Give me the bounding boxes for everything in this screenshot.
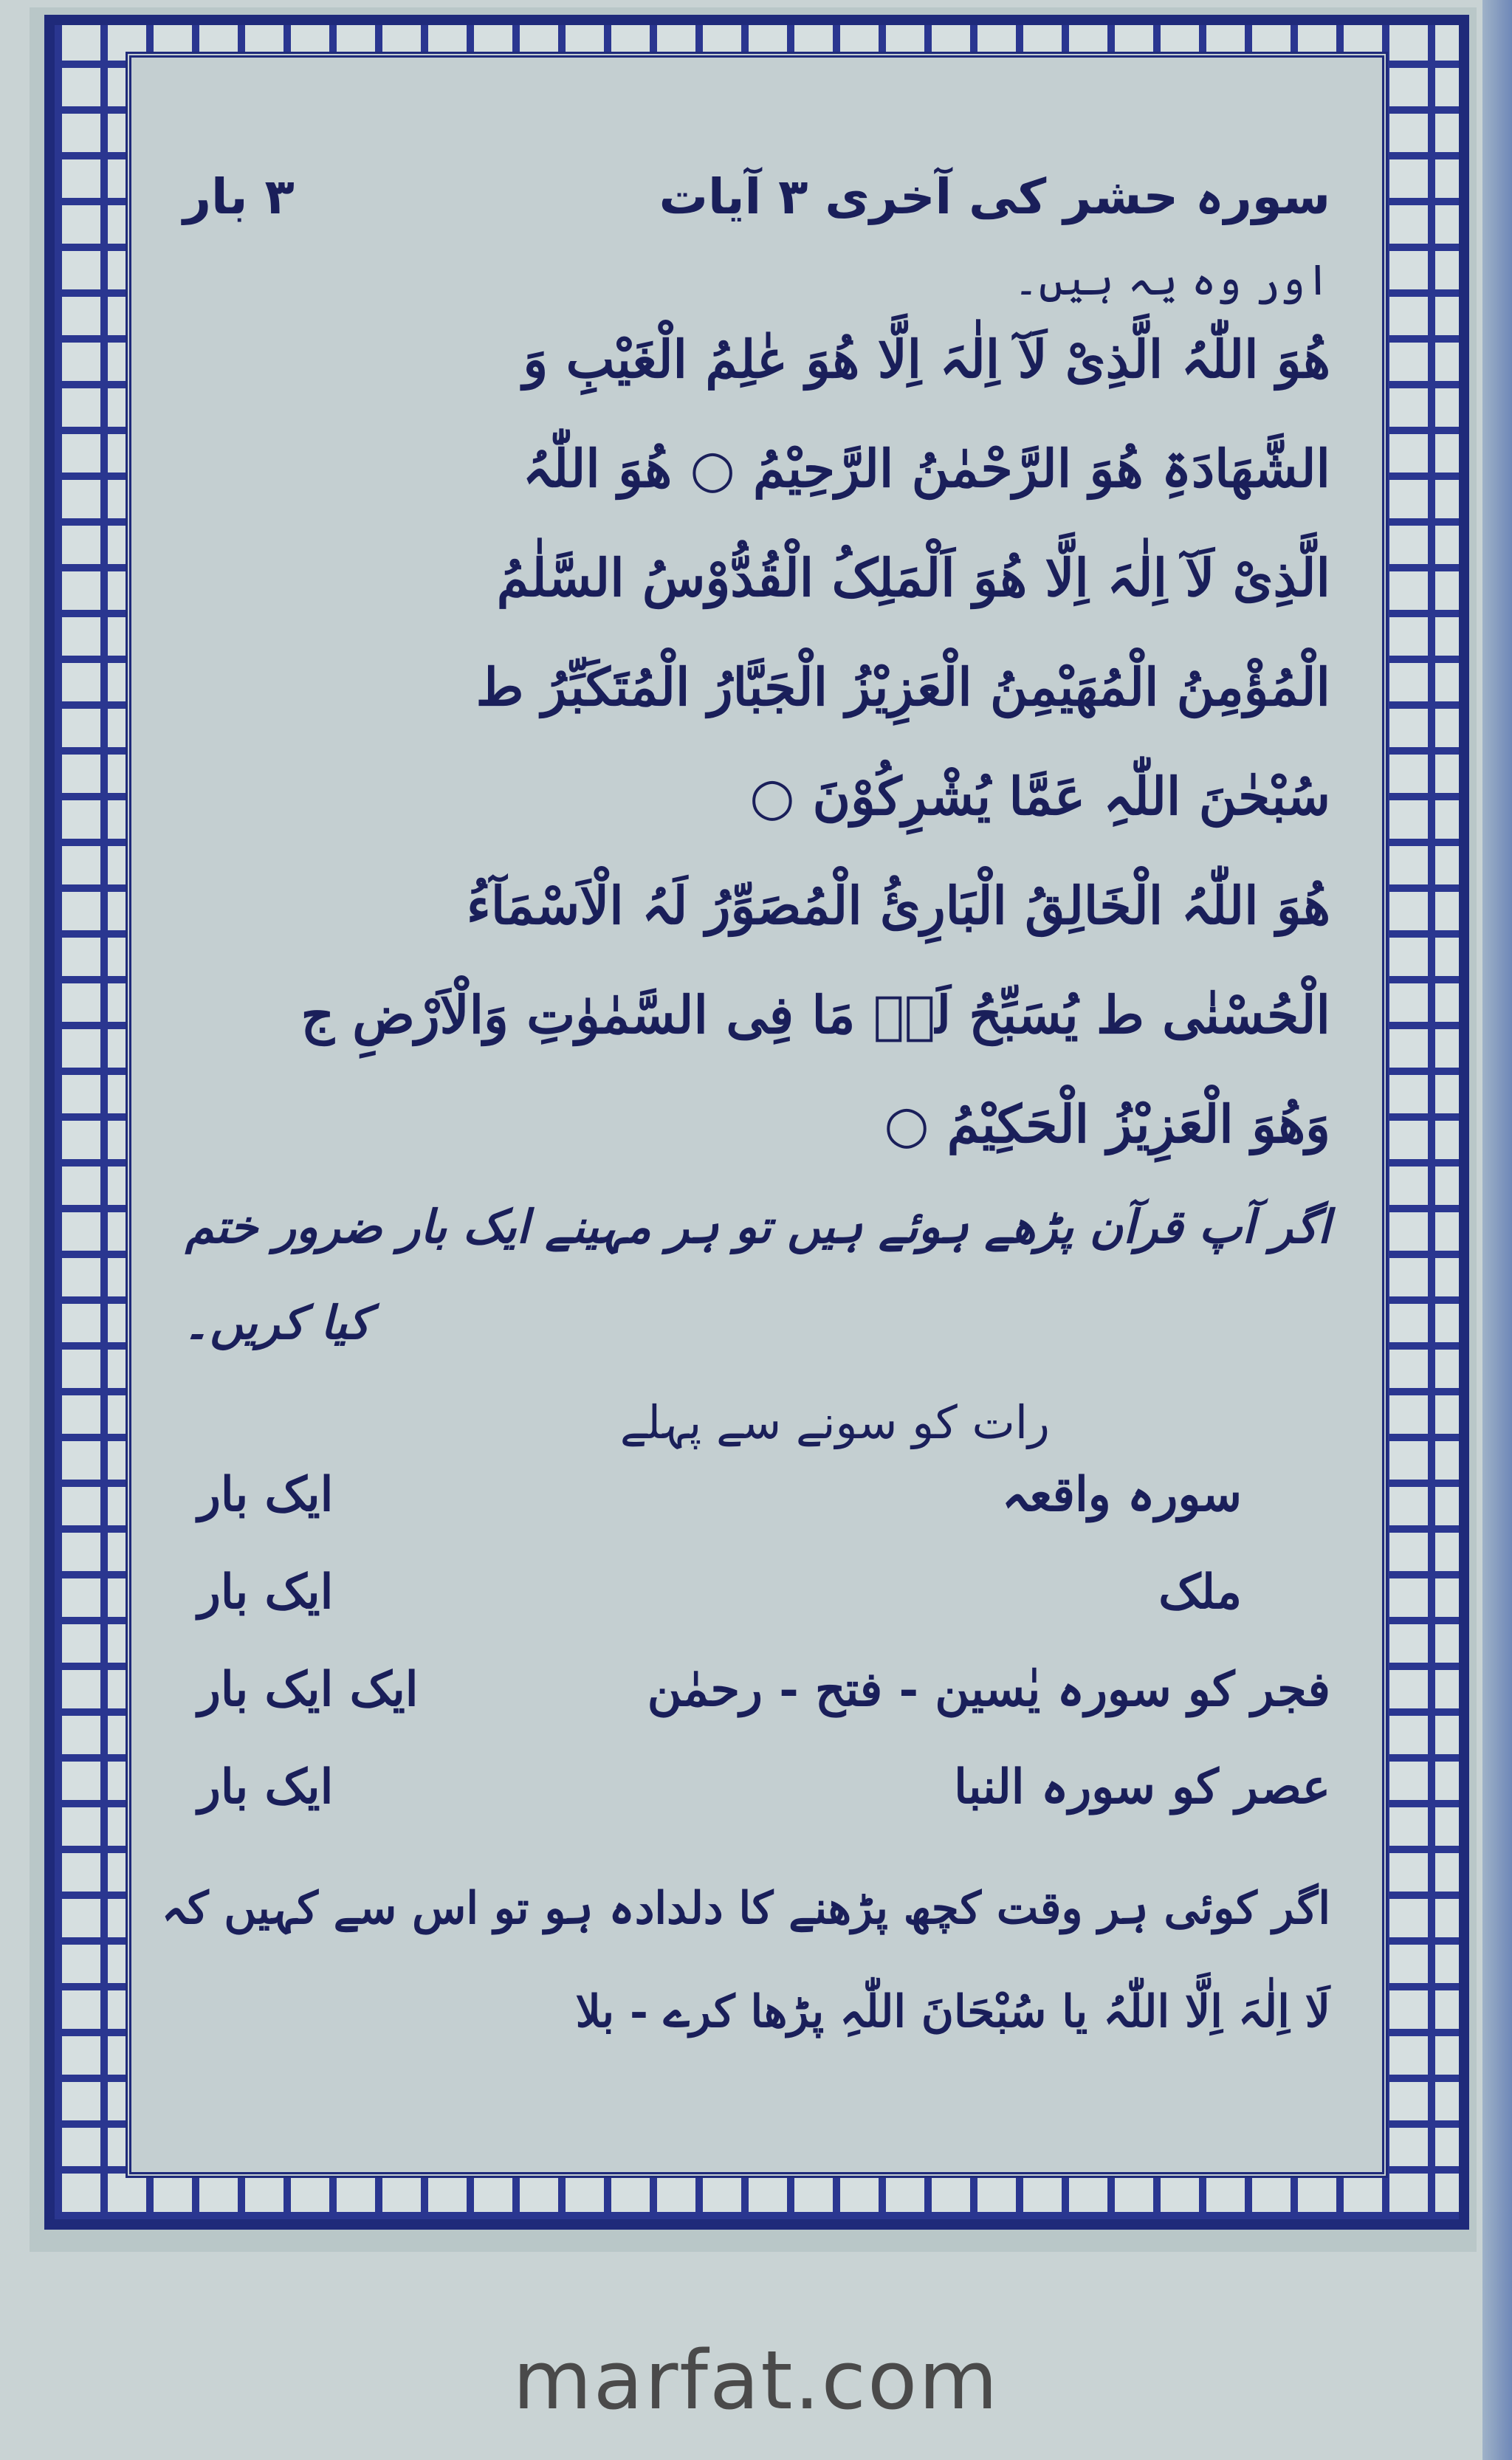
- intro-text: اور وہ یہ ہیں۔: [1013, 255, 1330, 305]
- schedule-row: [183, 1467, 1330, 1564]
- recitation-count: ۳ بار: [183, 168, 295, 225]
- verse-line: الْمُؤْمِنُ الْمُھَیْمِنُ الْعَزِیْزُ الْجَبَّارُ الْمُتَکَبِّرُ ط: [475, 656, 1330, 718]
- schedule-row: [183, 1564, 1330, 1662]
- advice-line: کیا کریں۔: [183, 1296, 371, 1350]
- schedule-item: سورہ واقعہ: [1001, 1467, 1242, 1522]
- text-panel: [126, 52, 1388, 2178]
- schedule-row: [183, 1759, 1330, 1857]
- schedule-item: ملک: [1158, 1564, 1242, 1620]
- schedule-item: عصر کو سورہ النبا: [954, 1759, 1330, 1815]
- schedule-count: ایک بار: [198, 1467, 334, 1522]
- schedule-count: ایک بار: [198, 1564, 334, 1620]
- footer-line: اگر کوئی ہر وقت کچھ پڑھنے کا دلدادہ ہو تو اس سے کہیں کہ: [161, 1883, 1330, 1934]
- verse-line: وَھُوَ الْعَزِیْزُ الْحَکِیْمُ ○: [884, 1093, 1330, 1155]
- site-watermark: marfat.com: [512, 2333, 1000, 2428]
- verse-line: الشَّھَادَۃِ ھُوَ الرَّحْمٰنُ الرَّحِیْمُ ○ ھُوَ اللّٰہُ: [522, 438, 1330, 499]
- verse-line: الَّذِیْ لَآ اِلٰہَ اِلَّا ھُوَ اَلْمَلِکُ الْقُدُّوْسُ السَّلٰمُ: [496, 547, 1330, 608]
- advice-block: [183, 1179, 1330, 1371]
- schedule-table: [183, 1378, 1330, 1857]
- schedule-item: فجر کو سورہ یٰسین - فتح - رحمٰن: [647, 1662, 1330, 1717]
- verse-line: ھُوَ اللّٰہُ الْخَالِقُ الْبَارِئُ الْمُصَوِّرُ لَہُ الْاَسْمَآءُ: [466, 875, 1330, 936]
- heading-row: [183, 168, 1330, 225]
- schedule-label: رات کو سونے سے پہلے: [619, 1395, 1050, 1449]
- footer-line: لَا اِلٰہَ اِلَّا اللّٰہُ یا سُبْحَانَ اللّٰہِ پڑھا کرے - بلا: [575, 1986, 1330, 2038]
- verse-line: سُبْحٰنَ اللّٰہِ عَمَّا یُشْرِکُوْنَ ○: [749, 766, 1330, 827]
- verse-block: [183, 305, 1330, 1179]
- verse-line: الْحُسْنٰی ط یُسَبِّحُ لَہٗ مَا فِی السَّمٰوٰتِ وَالْاَرْضِ ج: [300, 984, 1330, 1045]
- schedule-row: [183, 1662, 1330, 1759]
- surah-title: سورہ حشر کی آخری ۳ آیات: [659, 168, 1330, 225]
- schedule-count: ایک بار: [198, 1759, 334, 1815]
- advice-line: اگر آپ قرآن پڑھے ہوئے ہیں تو ہر مہینے ایک بار ضرور ختم: [185, 1200, 1330, 1254]
- verse-line: ھُوَ اللّٰہُ الَّذِیْ لَآ اِلٰہَ اِلَّا ھُوَ عٰلِمُ الْغَیْبِ وَ: [523, 329, 1330, 390]
- book-edge: [1482, 0, 1512, 2460]
- schedule-count: ایک ایک بار: [198, 1662, 419, 1717]
- footer-block: [161, 1857, 1330, 2064]
